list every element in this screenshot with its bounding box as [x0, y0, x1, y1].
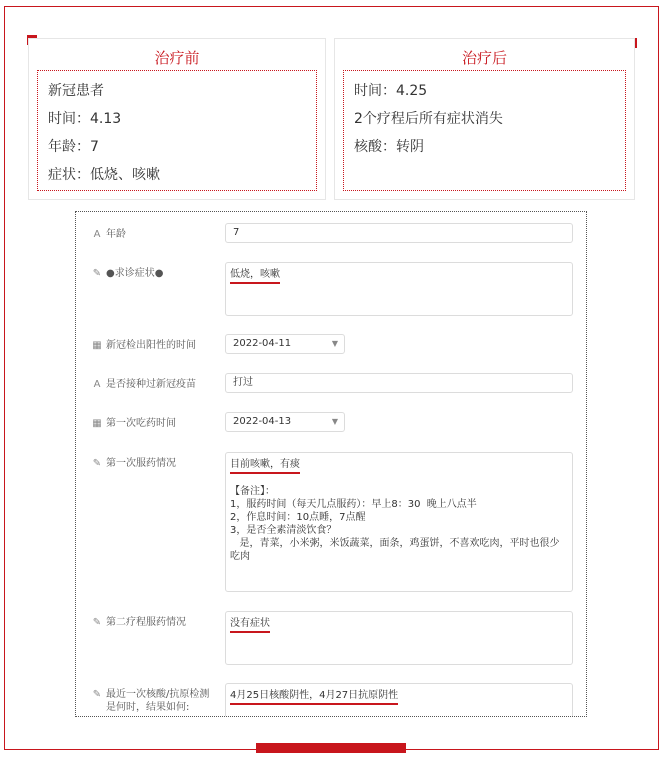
before-line: 时间：4.13	[48, 111, 122, 127]
after-title: 治疗后	[461, 49, 507, 67]
first-course-textarea[interactable]	[225, 452, 573, 592]
after-line: 核酸：转阴	[354, 139, 424, 155]
after-treatment-card	[334, 38, 635, 200]
calendar-icon: ▦	[92, 418, 102, 429]
calendar-icon: ▦	[92, 340, 102, 351]
vaccine-input[interactable]: 打过	[225, 373, 573, 393]
positive-date-select[interactable]: 2022-04-11 ▼	[225, 334, 345, 354]
first-course-label: ✎ 第一次服药情况	[92, 458, 176, 469]
symptom-value: 低烧，咳嗽	[230, 268, 280, 284]
chevron-down-icon: ▼	[331, 417, 338, 426]
first-med-date-label: ▦ 第一次吃药时间	[92, 418, 176, 429]
symptom-textarea[interactable]	[225, 262, 573, 316]
after-line: 时间：4.25	[354, 83, 428, 99]
age-label: A 年龄	[91, 228, 126, 241]
before-treatment-card	[28, 38, 326, 200]
bottom-accent-bar	[256, 743, 406, 753]
text-a-icon: A	[93, 229, 101, 240]
test-textarea[interactable]	[225, 683, 573, 717]
test-value: 4月25日核酸阴性，4月27日抗原阴性	[230, 689, 398, 705]
before-line: 年龄：7	[48, 139, 99, 155]
first-course-value: 目前咳嗽，有痰	[230, 458, 300, 474]
chevron-down-icon: ▼	[331, 339, 338, 348]
second-course-label: ✎ 第二疗程服药情况	[92, 617, 186, 628]
after-details	[343, 70, 626, 191]
vaccine-label: A 是否接种过新冠疫苗	[91, 378, 196, 391]
before-details	[37, 70, 317, 191]
after-line: 2个疗程后所有症状消失	[354, 111, 503, 127]
test-label-line1: 最近一次核酸/抗原检测	[106, 689, 210, 700]
edit-icon: ✎	[92, 689, 102, 700]
test-label-line2: 是何时，结果如何:	[106, 702, 190, 713]
before-title: 治疗前	[154, 49, 200, 67]
edit-icon: ✎	[92, 617, 102, 628]
patient-form	[75, 211, 587, 717]
before-line: 症状：低烧、咳嗽	[48, 167, 160, 183]
edit-icon: ✎	[92, 268, 102, 279]
first-course-note: 【备注】： 1，服药时间（每天几点服药）：早上8：30 晚上八点半 2，作息时间：10点睡，7点醒 3，是否全素清淡饮食？ 是，青菜，小米粥，米饭蔬菜，面条，鸡蛋饼，不喜欢吃肉，平时也很少吃肉	[230, 486, 560, 562]
symptom-label: ✎ ●求诊症状●	[92, 268, 164, 279]
second-course-textarea[interactable]	[225, 611, 573, 665]
age-input[interactable]: 7	[225, 223, 573, 243]
second-course-value: 没有症状	[230, 617, 270, 633]
edit-icon: ✎	[92, 458, 102, 469]
positive-date-label: ▦ 新冠检出阳性的时间	[92, 340, 196, 351]
text-a-icon: A	[93, 379, 101, 390]
before-line: 新冠患者	[48, 83, 104, 99]
test-label	[91, 688, 209, 714]
first-med-date-select[interactable]: 2022-04-13 ▼	[225, 412, 345, 432]
